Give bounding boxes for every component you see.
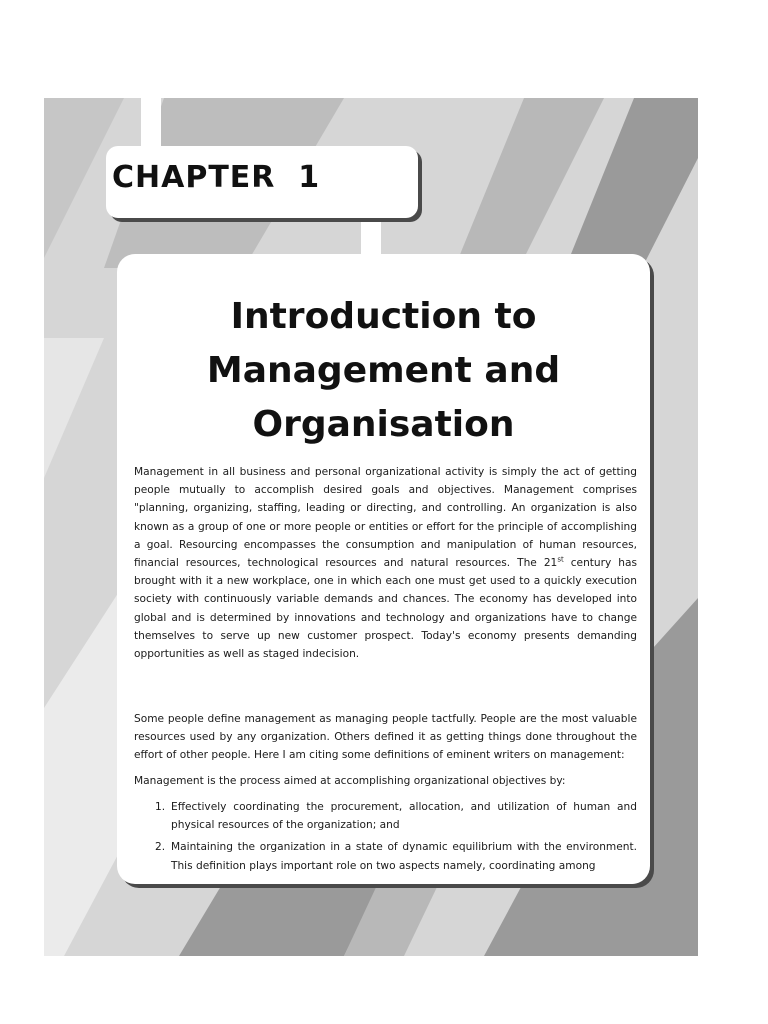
list-item — [134, 838, 637, 874]
chapter-label: CHAPTER 1 — [112, 160, 321, 195]
process-paragraph: Management is the process aimed at accomplishing organizational objectives by: — [134, 775, 566, 787]
list-item — [134, 798, 637, 834]
list-item-text: Effectively coordinating the procurement, allocation, and utilization of human and physical resources of the organization; and — [171, 801, 637, 832]
intro-paragraph-part: century has brought with it a new workplace, one in which each one must get used to a quickly execution society with continuously variable demands and chances. The economy has developed into global and is determined by innovations and technology and organizations have to change themselves to serve up new customer prospect. Today's economy presents demanding opportunities as well as staged indecision. — [134, 557, 637, 661]
chapter-title-line: Management and — [206, 350, 561, 391]
stripe — [44, 338, 104, 478]
list-item-text: Maintaining the organization in a state of dynamic equilibrium with the environment. This definition plays important role on two aspects namely, coordinating among — [171, 841, 637, 872]
chapter-title-line: Organisation — [252, 404, 515, 445]
list-item-number: 2. — [155, 841, 166, 854]
intro-paragraph-part: Management in all business and personal organizational activity is simply the act of getting people mutually to accomplish desired goals and objectives. Management comprises "planning, organizing, staffing, leading or directing, and controlling. An organization is also known as a group of one or more people or entities or effort for the principle of accomplishing a goal. Resourcing encompasses the consumption and manipulation of human resources, financial resources, technological resources and natural resources. The 21 — [134, 466, 637, 570]
chapter-title — [117, 290, 650, 452]
ordinal-superscript: st — [557, 555, 564, 564]
intro-paragraph — [134, 463, 637, 663]
chapter-title-line: Introduction to — [230, 296, 537, 337]
list-item-number: 1. — [155, 801, 166, 813]
objectives-list — [134, 798, 637, 879]
definition-paragraph: Some people define management as managing people tactfully. People are the most valuable resources used by any organization. Others defined it as getting things done throughout the effort of other people. Here I am citing some definitions of eminent writers on management: — [134, 713, 637, 762]
